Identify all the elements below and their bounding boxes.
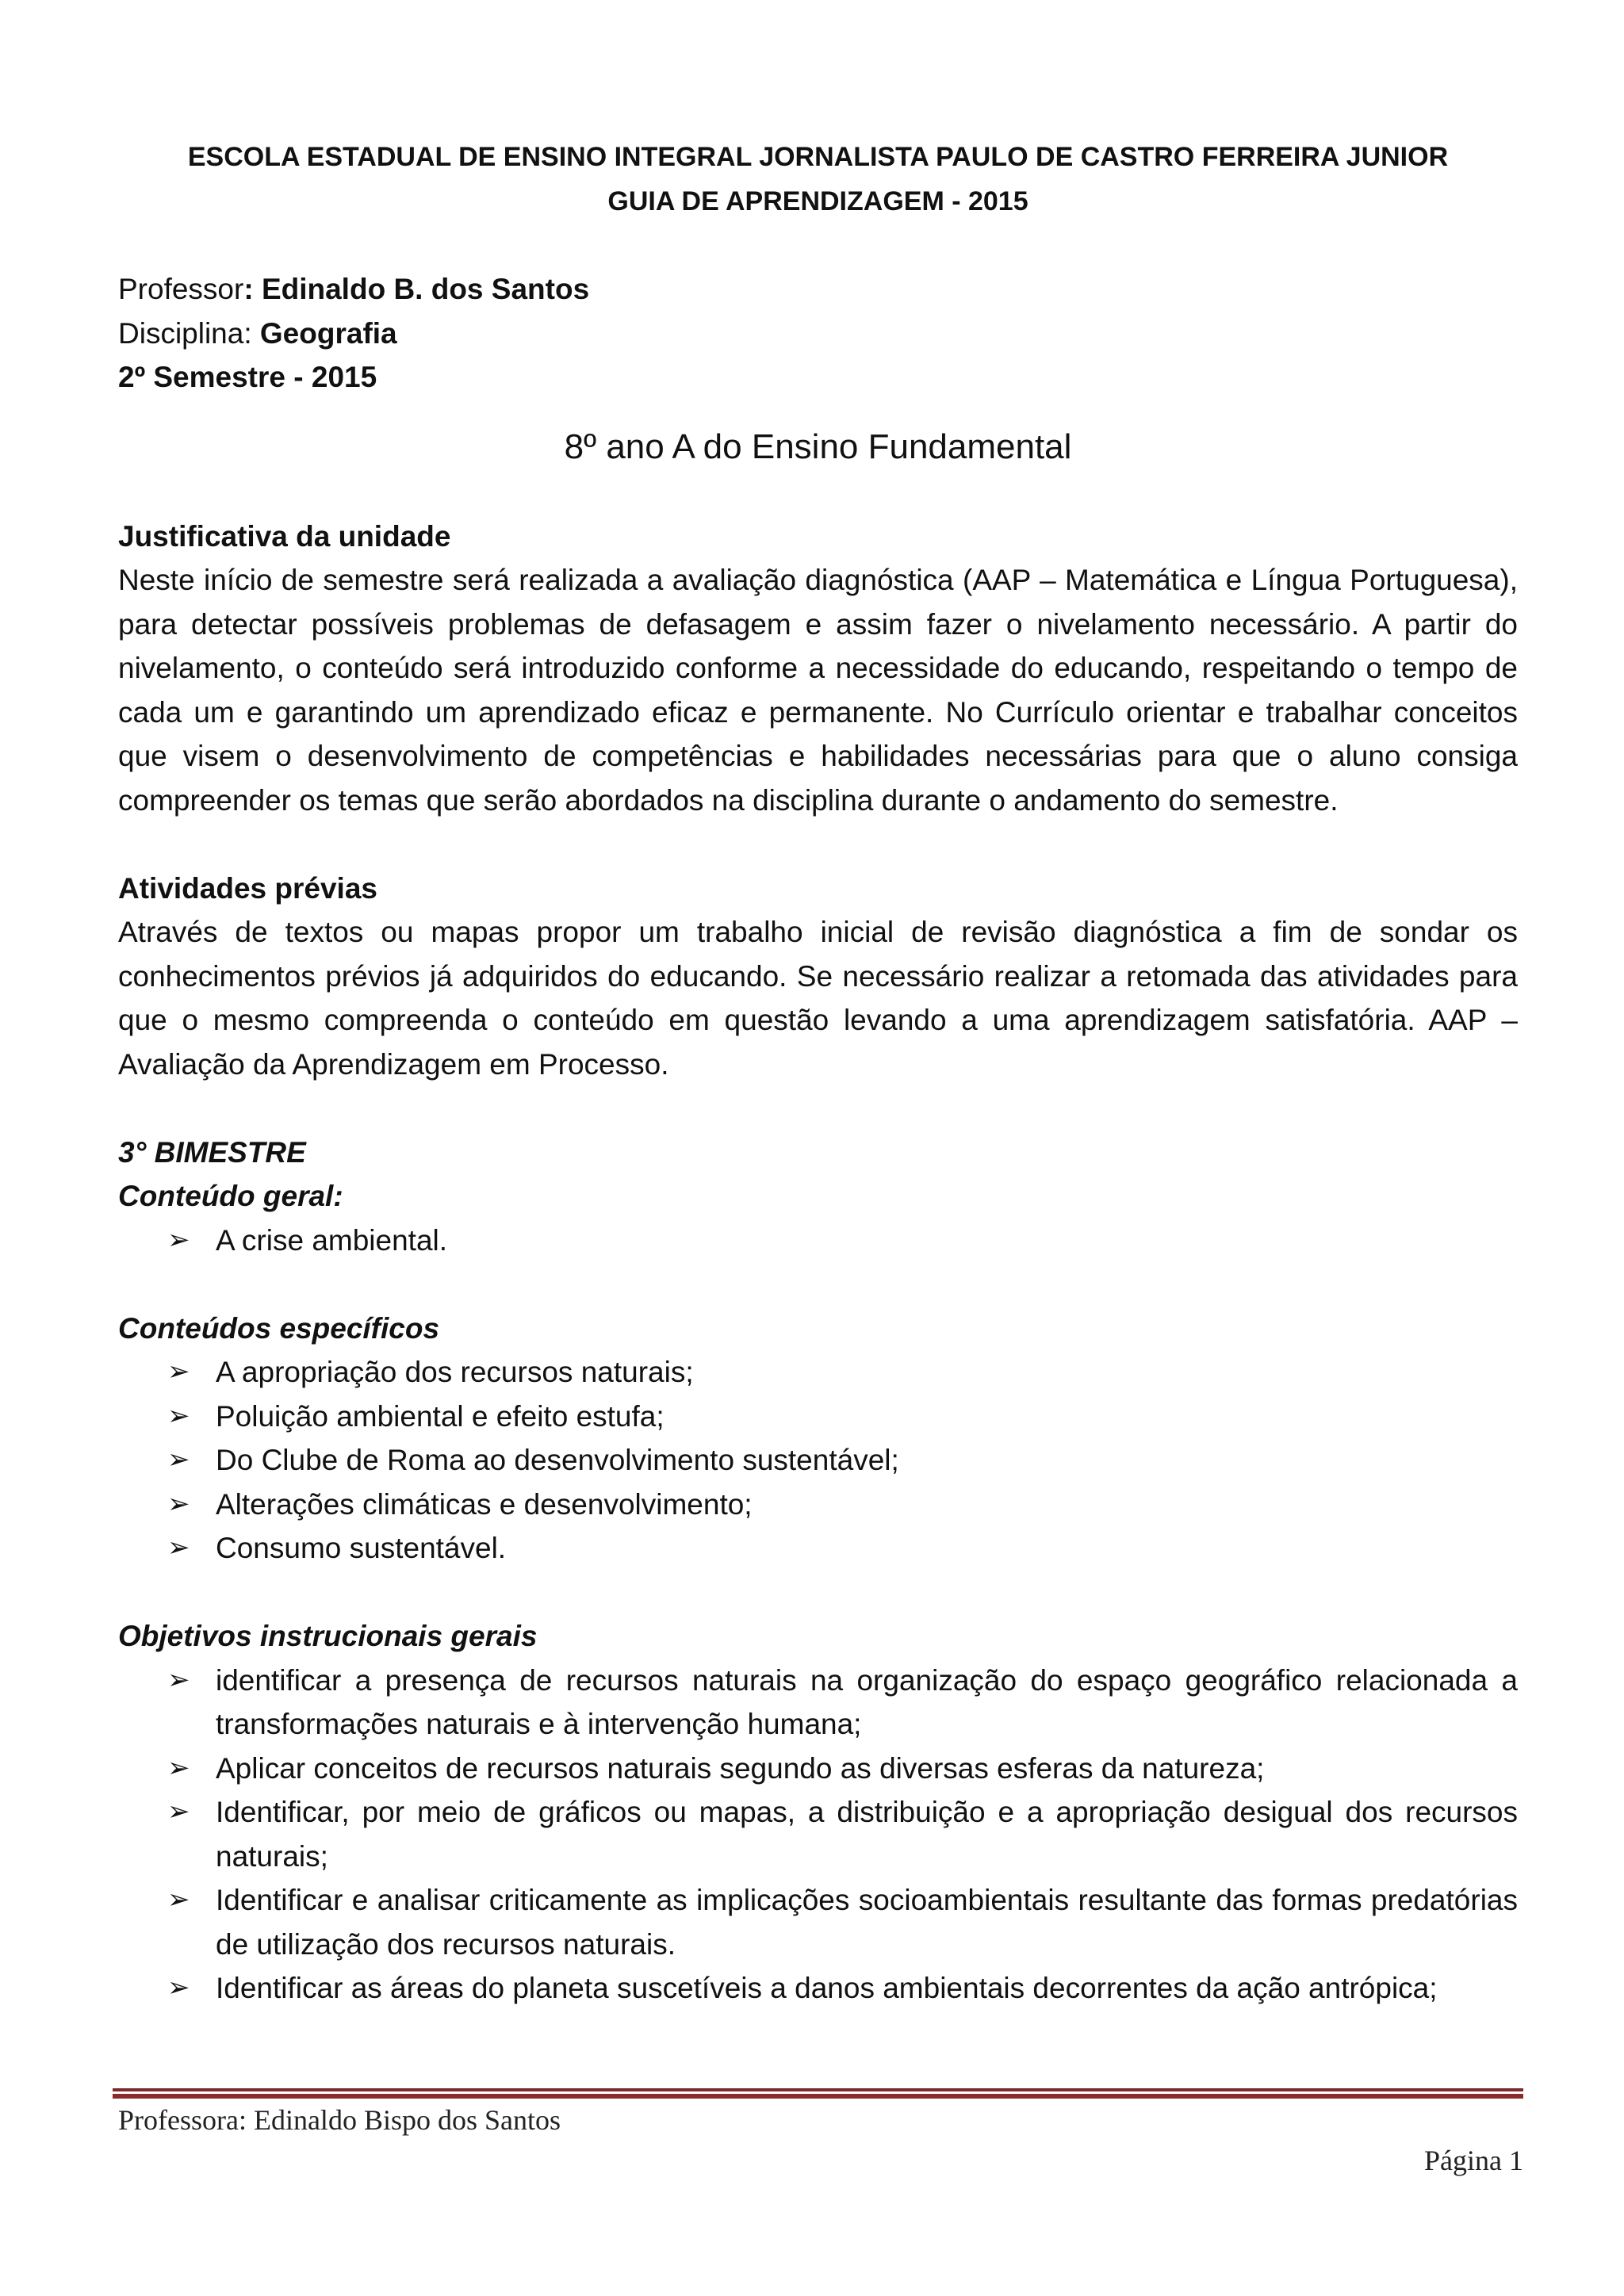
footer-divider [113, 2088, 1523, 2099]
footer-author: Professora: Edinaldo Bispo dos Santos [118, 2104, 561, 2136]
list-item-text: Consumo sustentável. [216, 1532, 507, 1564]
discipline-line [118, 312, 1518, 356]
grade-title: 8º ano A do Ensino Fundamental [564, 427, 1072, 466]
arrow-bullet-icon: ➢ [167, 1488, 190, 1519]
professor-name: : Edinaldo B. dos Santos [243, 273, 590, 305]
page-number: Página 1 [1424, 2145, 1523, 2176]
specific-content-heading: Conteúdos específicos [118, 1311, 440, 1345]
arrow-bullet-icon: ➢ [167, 1445, 190, 1475]
list-item [118, 1659, 1518, 1747]
spacer [118, 1571, 1518, 1615]
list-item [118, 1790, 1518, 1878]
discipline-label: Disciplina: [118, 316, 260, 350]
prior-activities-heading: Atividades prévias [118, 871, 377, 905]
arrow-bullet-icon: ➢ [167, 1400, 190, 1431]
arrow-bullet-icon: ➢ [167, 1224, 190, 1255]
guide-title: GUIA DE APRENDIZAGEM - 2015 [607, 186, 1028, 216]
objectives-list [118, 1659, 1518, 2011]
list-item-text: identificar a presença de recursos naturais na organização do espaço geográfico relacionada a transformações naturais e à intervenção humana; [216, 1663, 1518, 1740]
list-item-text: Alterações climáticas e desenvolvimento; [216, 1487, 753, 1521]
professor-label: Professor [118, 273, 244, 305]
page-content [118, 135, 1518, 2011]
list-item [118, 1395, 1518, 1439]
list-item-text: Aplicar conceitos de recursos naturais segundo as diversas esferas da natureza; [216, 1751, 1265, 1785]
prior-activities-text: Através de textos ou mapas propor um trabalho inicial de revisão diagnóstica a fim de sondar os conhecimentos prévios já adquiridos do educando. Se necessário realizar a retomada das atividades para que o mesmo compreenda o conteúdo em questão levando a uma aprendizagem satisfatória. AAP – Avaliação da Aprendizagem em Processo. [118, 916, 1518, 1081]
list-item-text: A apropriação dos recursos naturais; [216, 1356, 694, 1388]
arrow-bullet-icon: ➢ [167, 1752, 190, 1783]
professor-line [118, 267, 1518, 312]
list-item-text: Identificar as áreas do planeta suscetíveis a danos ambientais decorrentes da ação antrópica; [216, 1972, 1438, 2004]
list-item-text: Poluição ambiental e efeito estufa; [216, 1399, 665, 1433]
list-item [118, 1878, 1518, 1966]
footer-divider-line-thin [113, 2088, 1523, 2091]
list-item-text: Identificar, por meio de gráficos ou mapas, a distribuição e a apropriação desigual dos recursos naturais; [216, 1796, 1518, 1873]
list-item [118, 1966, 1518, 2011]
semester-line: 2º Semestre - 2015 [118, 361, 377, 393]
list-item-text: Do Clube de Roma ao desenvolvimento sustentável; [216, 1444, 899, 1476]
bimester-heading: 3° BIMESTRE [118, 1135, 306, 1169]
list-item [118, 1350, 1518, 1395]
justification-text: Neste início de semestre será realizada a avaliação diagnóstica (AAP – Matemática e Língua Portuguesa), para detectar possíveis problemas de defasagem e assim fazer o nivelamento necessário. A partir do nivelamento, o conteúdo será introduzido conforme a necessidade do educando, respeitando o tempo de cada um e garantindo um aprendizado eficaz e permanente. No Currículo orientar e trabalhar conceitos que visem o desenvolvimento de competências e habilidades necessárias para que o aluno consiga compreender os temas que serão abordados na disciplina durante o andamento do semestre. [118, 564, 1518, 817]
general-content-heading: Conteúdo geral: [118, 1180, 343, 1212]
list-item [118, 1483, 1518, 1527]
list-item [118, 1526, 1518, 1571]
school-title: ESCOLA ESTADUAL DE ENSINO INTEGRAL JORNALISTA PAULO DE CASTRO FERREIRA JUNIOR [187, 142, 1449, 172]
arrow-bullet-icon: ➢ [167, 1885, 190, 1915]
general-content-list [118, 1219, 1518, 1263]
arrow-bullet-icon: ➢ [167, 1973, 190, 2003]
arrow-bullet-icon: ➢ [167, 1357, 190, 1387]
list-item-text: Identificar e analisar criticamente as implicações socioambientais resultante das formas predatórias de utilização dos recursos naturais. [216, 1884, 1518, 1961]
footer-divider-line-thick [113, 2094, 1523, 2099]
specific-content-list [118, 1350, 1518, 1571]
objectives-heading: Objetivos instrucionais gerais [118, 1620, 538, 1652]
arrow-bullet-icon: ➢ [167, 1797, 190, 1827]
list-item-text: A crise ambiental. [216, 1223, 448, 1257]
list-item [118, 1219, 1518, 1263]
arrow-bullet-icon: ➢ [167, 1533, 190, 1563]
justification-heading: Justificativa da unidade [118, 519, 451, 553]
discipline-name: Geografia [259, 316, 397, 350]
list-item [118, 1747, 1518, 1791]
spacer [118, 1262, 1518, 1307]
list-item [118, 1438, 1518, 1483]
arrow-bullet-icon: ➢ [167, 1664, 190, 1695]
